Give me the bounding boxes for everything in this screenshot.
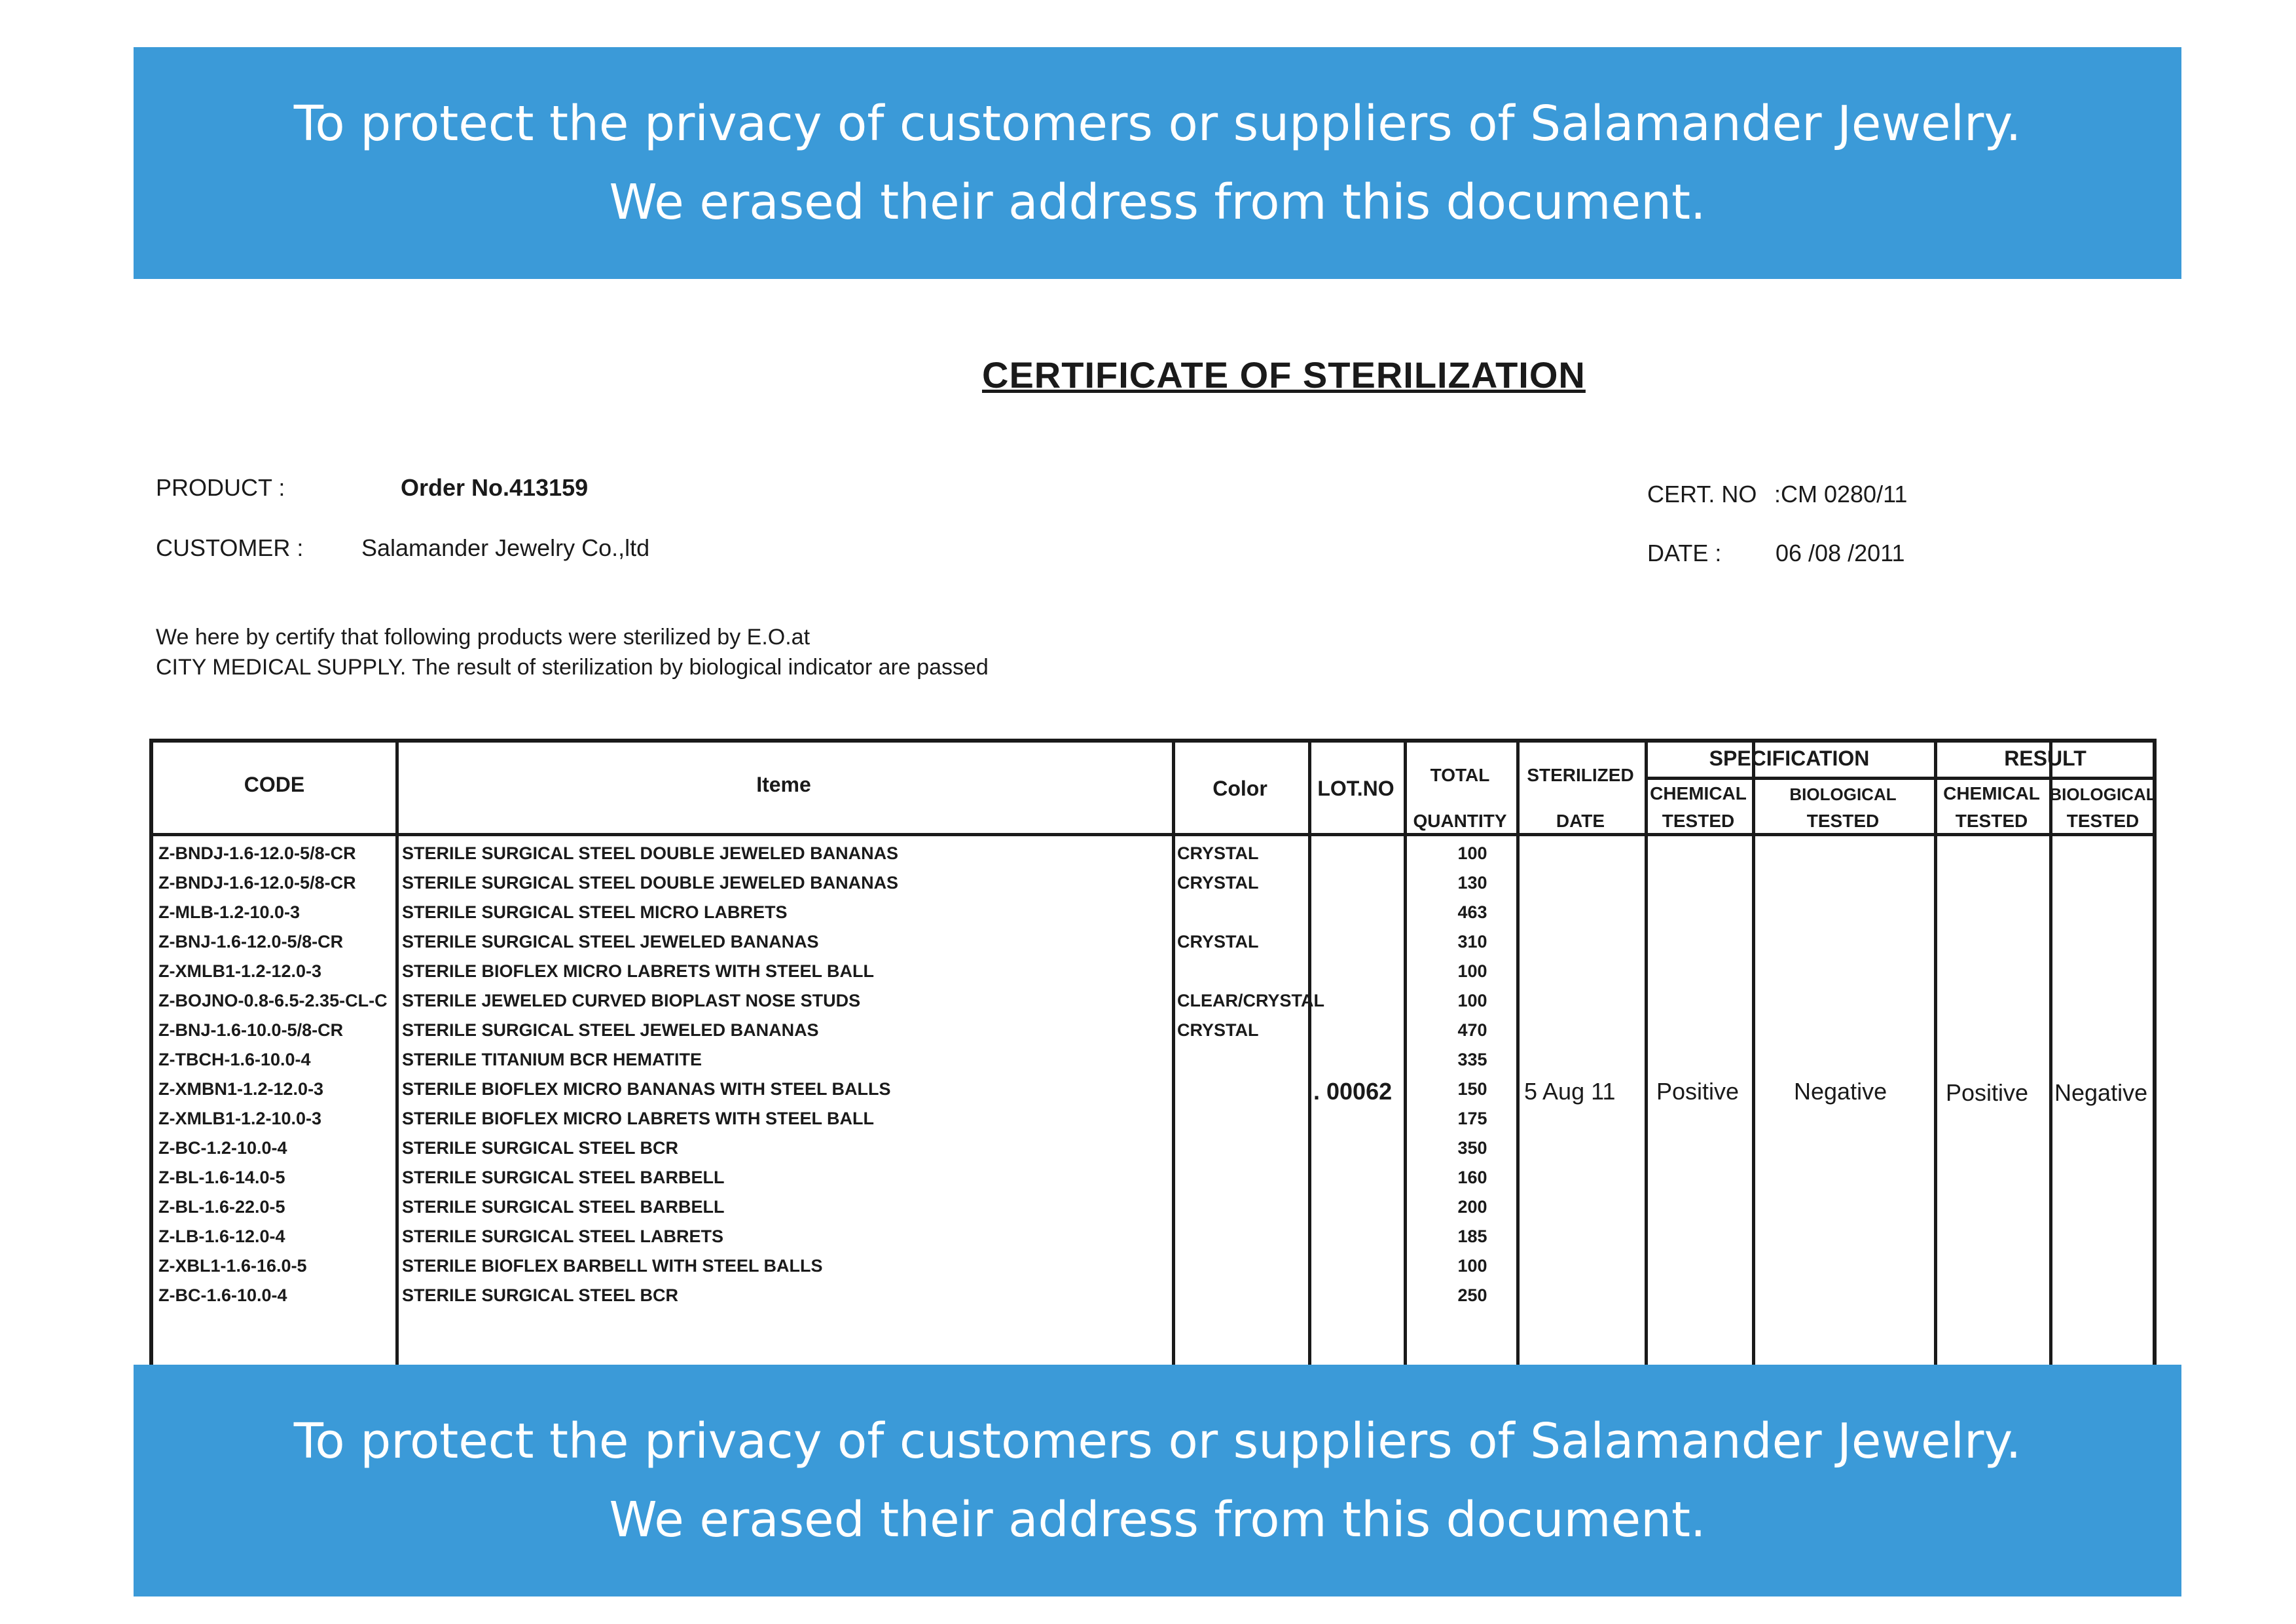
table-row (153, 1280, 2153, 1310)
cell-quantity: 200 (1457, 1197, 1487, 1217)
sterilization-table (149, 739, 2157, 1365)
cell-code: Z-XMLB1-1.2-10.0-3 (158, 1109, 322, 1128)
header-spec-chemical: CHEMICAL (1650, 783, 1747, 803)
cell-item: STERILE SURGICAL STEEL DOUBLE JEWELED BANANAS (402, 843, 899, 863)
cell-quantity: 350 (1457, 1138, 1487, 1158)
cell-quantity: 130 (1457, 873, 1487, 893)
cell-quantity: 100 (1457, 843, 1487, 863)
cell-color: CRYSTAL (1177, 932, 1259, 951)
banner-line-1: To protect the privacy of customers or suppliers of Salamander Jewelry. (293, 1413, 2022, 1469)
cell-quantity: 470 (1457, 1020, 1487, 1040)
cell-code: Z-BC-1.2-10.0-4 (158, 1138, 287, 1158)
cell-item: STERILE SURGICAL STEEL JEWELED BANANAS (402, 932, 819, 951)
cell-code: Z-LB-1.6-12.0-4 (158, 1227, 285, 1246)
table-row (153, 897, 2153, 927)
product-label: PRODUCT : (156, 474, 285, 501)
table-row (153, 1044, 2153, 1074)
header-spec-biological: BIOLOGICAL (1789, 784, 1897, 804)
table-row (153, 927, 2153, 956)
cell-code: Z-XBL1-1.6-16.0-5 (158, 1256, 307, 1276)
cert-no-label: CERT. NO (1647, 481, 1757, 507)
cell-item: STERILE SURGICAL STEEL DOUBLE JEWELED BANANAS (402, 873, 899, 893)
cell-item: STERILE BIOFLEX MICRO BANANAS WITH STEEL BALLS (402, 1079, 891, 1099)
customer-value: Salamander Jewelry Co.,ltd (361, 534, 650, 561)
statement-line-2: CITY MEDICAL SUPPLY. The result of sterilization by biological indicator are passed (156, 655, 989, 680)
cert-no-value: :CM 0280/11 (1774, 481, 1908, 507)
cell-item: STERILE SURGICAL STEEL BARBELL (402, 1197, 725, 1217)
cell-color: CLEAR/CRYSTAL (1177, 991, 1324, 1010)
cell-quantity: 335 (1457, 1050, 1487, 1069)
certification-statement (156, 622, 989, 682)
header-specification: SPECIFICATION (1709, 747, 1870, 770)
header-total: TOTAL (1430, 765, 1490, 785)
product-value: Order No.413159 (401, 474, 589, 501)
cell-code: Z-BL-1.6-22.0-5 (158, 1197, 285, 1217)
date-label: DATE : (1647, 540, 1722, 566)
table-row (153, 838, 2153, 868)
header-result-biological: BIOLOGICAL (2049, 784, 2157, 804)
header-result-chemical: CHEMICAL (1943, 783, 2040, 803)
cell-quantity: 100 (1457, 1256, 1487, 1276)
header-code: CODE (244, 773, 305, 796)
table-row (153, 1251, 2153, 1280)
group-divider (1645, 777, 2157, 780)
table-row (153, 868, 2153, 897)
table-row (153, 1162, 2153, 1192)
banner-line-2: We erased their address from this document. (609, 1492, 1706, 1548)
certificate-title: CERTIFICATE OF STERILIZATION (982, 354, 1586, 396)
statement-line-1: We here by certify that following products were sterilized by E.O.at (156, 625, 811, 650)
cell-color: CRYSTAL (1177, 873, 1259, 893)
cell-item: STERILE TITANIUM BCR HEMATITE (402, 1050, 702, 1069)
lot-number: . 00062 (1313, 1078, 1393, 1105)
cell-quantity: 175 (1457, 1109, 1487, 1128)
header-lot-no: LOT.NO (1317, 777, 1394, 800)
sterilized-date: 5 Aug 11 (1524, 1078, 1616, 1105)
cell-code: Z-BC-1.6-10.0-4 (158, 1285, 287, 1305)
cell-item: STERILE BIOFLEX MICRO LABRETS WITH STEEL BALL (402, 1109, 874, 1128)
cell-item: STERILE SURGICAL STEEL JEWELED BANANAS (402, 1020, 819, 1040)
banner-line-2: We erased their address from this document. (609, 174, 1706, 231)
cell-code: Z-BNDJ-1.6-12.0-5/8-CR (158, 843, 356, 863)
cell-quantity: 250 (1457, 1285, 1487, 1305)
header-item: Iteme (756, 773, 811, 796)
cell-item: STERILE JEWELED CURVED BIOPLAST NOSE STUDS (402, 991, 861, 1010)
header-result-chemical-tested: TESTED (1955, 811, 2028, 831)
result-biological-value: Negative (2054, 1079, 2148, 1106)
cell-code: Z-BNJ-1.6-12.0-5/8-CR (158, 932, 344, 951)
cell-item: STERILE SURGICAL STEEL BCR (402, 1285, 679, 1305)
table-row (153, 1192, 2153, 1221)
header-divider (153, 833, 2153, 836)
cell-code: Z-BOJNO-0.8-6.5-2.35-CL-C (158, 991, 388, 1010)
header-date: DATE (1556, 811, 1605, 831)
cell-code: Z-BL-1.6-14.0-5 (158, 1168, 285, 1187)
cell-quantity: 463 (1457, 902, 1487, 922)
cell-item: STERILE BIOFLEX MICRO LABRETS WITH STEEL BALL (402, 961, 874, 981)
date-value: 06 /08 /2011 (1776, 540, 1905, 566)
header-result-biological-tested: TESTED (2066, 811, 2140, 831)
cell-color: CRYSTAL (1177, 843, 1259, 863)
cell-code: Z-BNDJ-1.6-12.0-5/8-CR (158, 873, 356, 893)
cell-item: STERILE SURGICAL STEEL MICRO LABRETS (402, 902, 788, 922)
cell-quantity: 100 (1457, 961, 1487, 981)
cell-item: STERILE BIOFLEX BARBELL WITH STEEL BALLS (402, 1256, 823, 1276)
cell-quantity: 150 (1457, 1079, 1487, 1099)
table-row (153, 986, 2153, 1015)
cell-quantity: 100 (1457, 991, 1487, 1010)
spec-biological-value: Negative (1794, 1078, 1887, 1105)
privacy-banner-bottom (134, 1365, 2181, 1596)
table-row (153, 956, 2153, 986)
customer-label: CUSTOMER : (156, 534, 304, 561)
cell-item: STERILE SURGICAL STEEL LABRETS (402, 1227, 724, 1246)
table-row (153, 1221, 2153, 1251)
cell-color: CRYSTAL (1177, 1020, 1259, 1040)
table-row (153, 1103, 2153, 1133)
header-color: Color (1212, 777, 1267, 800)
header-spec-biological-tested: TESTED (1806, 811, 1880, 831)
table-row (153, 1015, 2153, 1044)
cell-quantity: 310 (1457, 932, 1487, 951)
spec-chemical-value: Positive (1656, 1078, 1740, 1105)
result-chemical-value: Positive (1946, 1079, 2029, 1106)
header-sterilized: STERILIZED (1527, 765, 1634, 785)
cell-code: Z-BNJ-1.6-10.0-5/8-CR (158, 1020, 344, 1040)
cell-quantity: 160 (1457, 1168, 1487, 1187)
cell-quantity: 185 (1457, 1227, 1487, 1246)
cell-code: Z-XMLB1-1.2-12.0-3 (158, 961, 322, 981)
cell-item: STERILE SURGICAL STEEL BCR (402, 1138, 679, 1158)
header-spec-chemical-tested: TESTED (1662, 811, 1735, 831)
privacy-banner-top (134, 47, 2181, 279)
cell-item: STERILE SURGICAL STEEL BARBELL (402, 1168, 725, 1187)
cell-code: Z-TBCH-1.6-10.0-4 (158, 1050, 311, 1069)
header-quantity: QUANTITY (1413, 811, 1507, 831)
header-result: RESULT (2004, 747, 2086, 770)
table-row (153, 1133, 2153, 1162)
cell-code: Z-XMBN1-1.2-12.0-3 (158, 1079, 324, 1099)
cell-code: Z-MLB-1.2-10.0-3 (158, 902, 301, 922)
banner-line-1: To protect the privacy of customers or suppliers of Salamander Jewelry. (293, 96, 2022, 152)
